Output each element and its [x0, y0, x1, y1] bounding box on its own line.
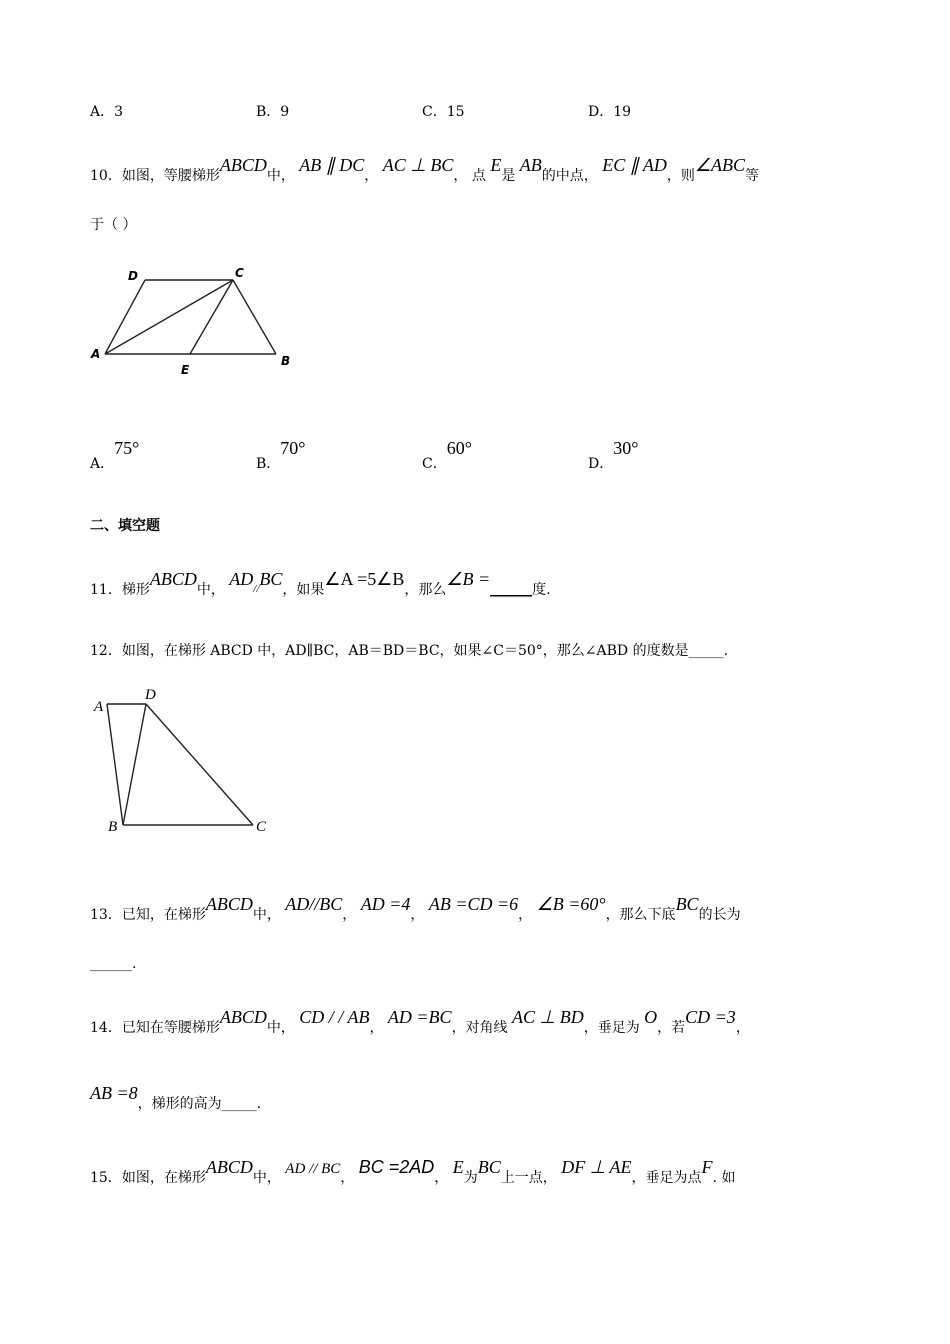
question-15: 15．如图，在梯形ABCD中， AD // BC， BC =2AD， E为BC上一点， DF ⊥ AE，垂足为点F. 如 [90, 1157, 736, 1186]
question-11: 11．梯形ABCD中， AD//BC，如果∠A =5∠B，那么∠B =______度. [90, 569, 551, 598]
trapezoid-figure-q12 [88, 685, 278, 840]
label-b: B [108, 819, 118, 835]
question-13-line2: ______. [90, 956, 137, 972]
q10-option-b: B．70° [256, 438, 306, 472]
q10-option-c: C．60° [422, 438, 472, 472]
question-13: 13．已知，在梯形ABCD中， AD//BC， AD =4， AB =CD =6， ∠B =60°，那么下底BC的长为 [90, 894, 741, 923]
label-e: E [181, 363, 190, 377]
label-b: B [281, 354, 291, 368]
q10-option-d: D．30° [588, 438, 639, 472]
edge-bd [123, 704, 146, 825]
label-d: D [145, 687, 156, 703]
question-14-line2: AB =8，梯形的高为_____. [90, 1083, 262, 1112]
question-14: 14．已知在等腰梯形ABCD中， CD / / AB， AD =BC，对角线 AC ⊥ BD，垂足为 O，若CD =3， [90, 1007, 750, 1036]
edge-ec [190, 280, 233, 354]
edge-ab [107, 704, 123, 825]
trapezoid-figure-q10 [85, 262, 305, 382]
question-12: 12．如图，在梯形 ABCD 中，AD∥BC，AB＝BD＝BC，如果∠C＝50°，那么∠ABD 的度数是_____. [90, 643, 729, 659]
question-10-line2: 于（ ） [90, 217, 137, 233]
label-a: A [91, 347, 101, 361]
edge-dc [146, 704, 253, 825]
q10-option-a: A．75° [90, 438, 140, 472]
q9-option-b: B．9 [256, 104, 290, 120]
q9-option-d: D．19 [588, 104, 632, 120]
label-c: C [235, 266, 244, 280]
label-d: D [128, 269, 138, 283]
q9-option-c: C．15 [422, 104, 465, 120]
label-a: A [94, 699, 104, 715]
q9-option-a: A．3 [90, 104, 124, 120]
question-10: 10．如图，等腰梯形ABCD中， AB ∥ DC， AC ⊥ BC， 点 E是 AB的中点， EC ∥ AD，则∠ABC等 [90, 155, 760, 184]
edge-cb [233, 280, 276, 354]
section-title: 二、填空题 [90, 518, 160, 534]
edge-ac [105, 280, 233, 354]
label-c: C [256, 819, 267, 835]
